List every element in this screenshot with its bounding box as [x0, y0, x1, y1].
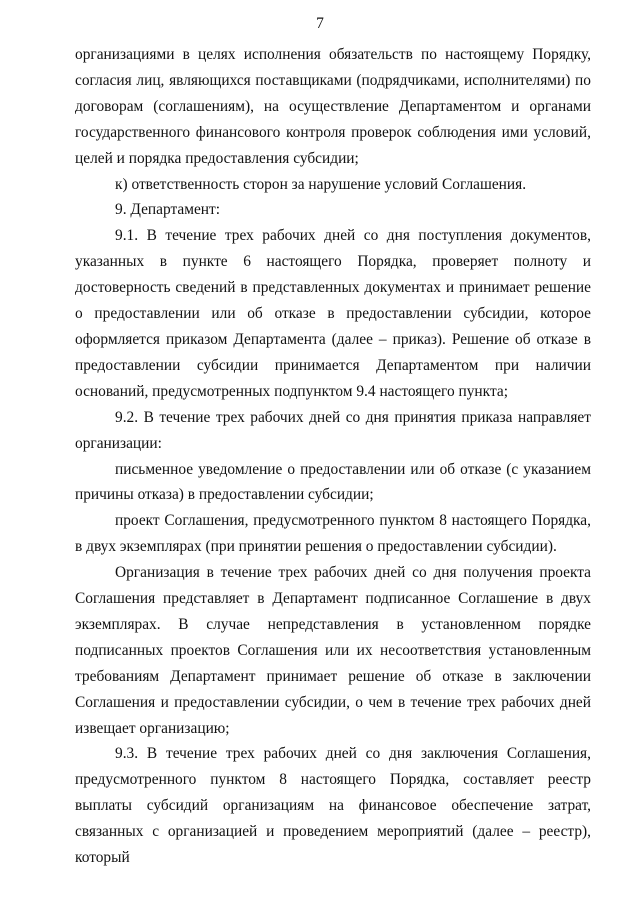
- paragraph-9-2: 9.2. В течение трех рабочих дней со дня принятия приказа направляет организации:: [75, 408, 591, 452]
- paragraph-section-9: 9. Департамент:: [115, 201, 221, 219]
- document-body: [75, 42, 591, 871]
- paragraph-continuation: организациями в целях исполнения обязательств по настоящему Порядку, согласия лиц, являющихся поставщиками (подрядчиками, исполнителями) по договорам (соглашениям), на осуществление Департаментом и органами государственного финансового контроля проверок соблюдения ими условий, целей и порядка предоставления субсидии;: [75, 46, 591, 167]
- paragraph-notification: письменное уведомление о предоставлении или об отказе (с указанием причины отказа) в предоставлении субсидии;: [75, 460, 591, 504]
- paragraph-9-1: 9.1. В течение трех рабочих дней со дня поступления документов, указанных в пункте 6 настоящего Порядка, проверяет полноту и достоверность сведений в представленных документах и принимает решение о предоставлении или об отказе в предоставлении субсидии, которое оформляется приказом Департамента (далее – приказ). Решение об отказе в предоставлении субсидии принимается Департаментом при наличии оснований, предусмотренных подпунктом 9.4 настоящего пункта;: [75, 227, 591, 400]
- paragraph-agreement-draft: проект Соглашения, предусмотренного пунктом 8 настоящего Порядка, в двух экземплярах (при принятии решения о предоставлении субсидии).: [75, 512, 591, 556]
- paragraph-organization: Организация в течение трех рабочих дней со дня получения проекта Соглашения представляет в Департамент подписанное Соглашение в двух экземплярах. В случае непредставления в установленном порядке подписанных проектов Соглашения или их несоответствия установленным требованиям Департамент принимает решение об отказе в заключении Соглашения и предоставлении субсидии, о чем в течение трех рабочих дней извещает организацию;: [75, 564, 591, 737]
- paragraph-9-3: 9.3. В течение трех рабочих дней со дня заключения Соглашения, предусмотренного пунктом 8 настоящего Порядка, составляет реестр выплаты субсидий организациям на финансовое обеспечение затрат, связанных с организацией и проведением мероприятий (далее – реестр), который: [75, 745, 591, 867]
- paragraph-item-k: к) ответственность сторон за нарушение условий Соглашения.: [115, 175, 527, 193]
- page-number: 7: [316, 15, 324, 32]
